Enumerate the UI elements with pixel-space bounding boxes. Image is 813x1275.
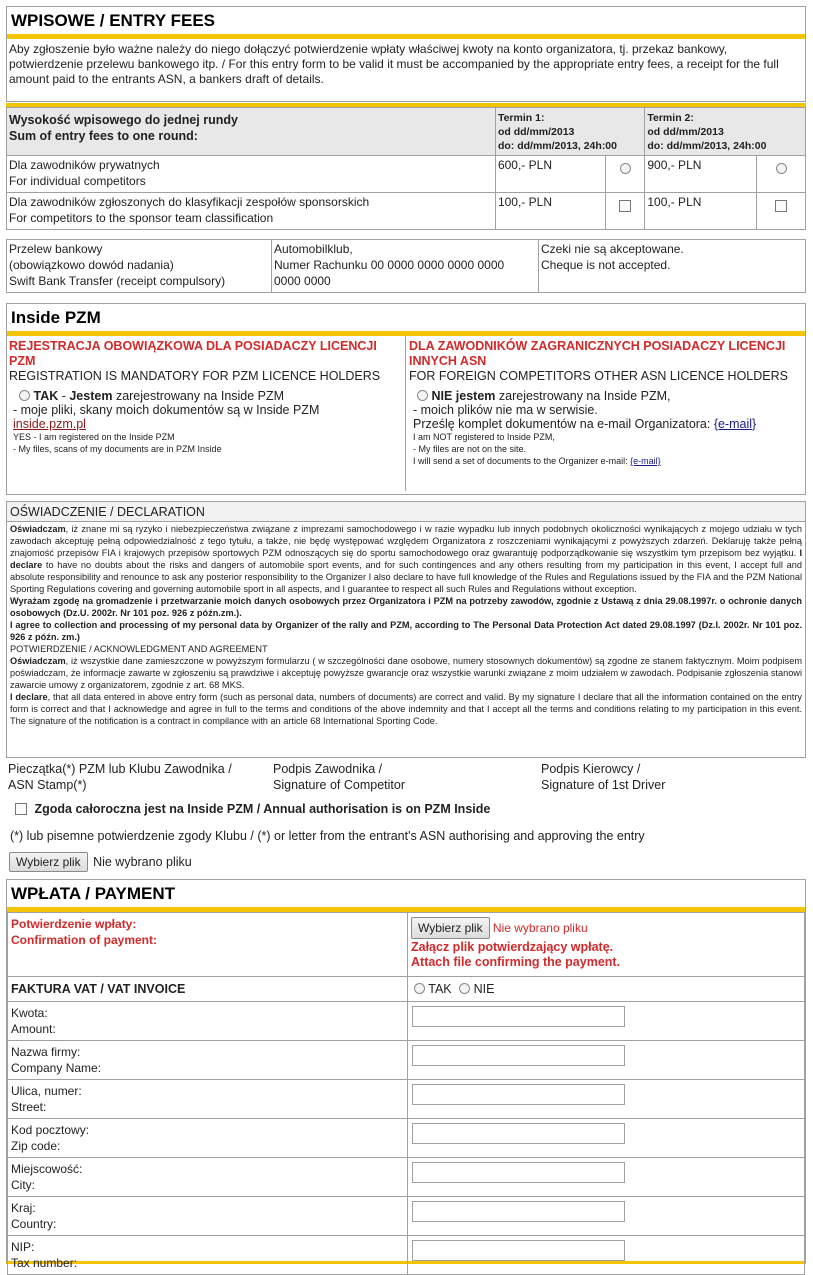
inside-pzm-title: Inside PZM	[11, 308, 101, 327]
entry-fees-intro: Aby zgłoszenie było ważne należy do niego dołączyć potwierdzenie wpłaty właściwej kwoty na konto organizatora, tj. przekaz bankowy, potwierdzenie przelewu bankowego itp. / For this entry form to be valid it must be accompanied by the appropriate entry fees, a receipt for the full amount paid to the entrants ASN, a bankers draft of details.	[9, 42, 779, 86]
declaration-title: OŚWIADCZENIE / DECLARATION	[7, 502, 805, 522]
signatures-row	[8, 761, 806, 795]
competitor-signature-label: Podpis Zawodnika / Signature of Competitor	[273, 762, 406, 792]
fee-radio-term2[interactable]	[757, 156, 806, 193]
bank-transfer-table	[6, 239, 806, 293]
pzm-mandatory-heading: REJESTRACJA OBOWIĄZKOWA DLA POSIADACZY LICENCJI PZM	[9, 339, 377, 368]
fee-checkbox-term2[interactable]	[757, 193, 806, 230]
attach-note-en: Attach file confirming the payment.	[411, 955, 621, 969]
bank-transfer-label: Przelew bankowy (obowiązkowo dowód nadania) Swift Bank Transfer (receipt compulsory)	[7, 240, 272, 293]
stamp-file-upload	[9, 852, 192, 872]
no-file-label: Nie wybrano pliku	[492, 921, 588, 935]
choose-file-button[interactable]: Wybierz plik	[9, 852, 88, 872]
entry-fees-section	[6, 6, 806, 102]
amount-label: Kwota: Amount:	[8, 1002, 408, 1041]
checkbox-icon[interactable]	[619, 200, 631, 212]
street-input[interactable]	[412, 1084, 625, 1105]
inside-pzm-section	[6, 303, 806, 495]
pzm-mandatory-sub: REGISTRATION IS MANDATORY FOR PZM LICENCE HOLDERS	[9, 369, 381, 383]
fees-table	[6, 107, 806, 230]
not-registered-en-2: - My files are not on the site.	[413, 444, 527, 454]
country-input[interactable]	[412, 1201, 625, 1222]
radio-icon[interactable]	[459, 983, 470, 994]
send-documents-note: Prześlę komplet dokumentów na e-mail Organizatora: {e-mail}	[413, 417, 757, 431]
tax-number-label: NIP: Tax number:	[8, 1236, 408, 1275]
radio-icon[interactable]	[19, 390, 30, 401]
registered-en-1: YES - I am registered on the Inside PZM	[13, 432, 175, 442]
street-label: Ulica, numer: Street:	[8, 1080, 408, 1119]
city-label: Miejscowość: City:	[8, 1158, 408, 1197]
choose-file-button[interactable]: Wybierz plik	[411, 917, 490, 939]
attach-note-pl: Załącz plik potwierdzający wpłatę.	[411, 940, 614, 954]
checkbox-icon[interactable]	[15, 803, 27, 815]
foreign-holders-column	[406, 336, 805, 491]
annual-authorisation-option[interactable]: Zgoda całoroczna jest na Inside PZM / Annual authorisation is on PZM Inside	[15, 802, 490, 816]
zip-code-label: Kod pocztowy: Zip code:	[8, 1119, 408, 1158]
fee-checkbox-term1[interactable]	[605, 193, 645, 230]
inside-pzm-link[interactable]: inside.pzm.pl	[13, 417, 86, 431]
fee-row-label: Dla zawodników zgłoszonych do klasyfikacji zespołów sponsorskich For competitors to the sponsor team classification	[7, 193, 496, 230]
fee-value: 900,- PLN	[645, 156, 757, 193]
radio-icon[interactable]	[620, 163, 631, 174]
not-registered-option[interactable]: NIE jestem zarejestrowany na Inside PZM,	[409, 389, 802, 403]
declaration-text: Oświadczam, iż znane mi są ryzyko i niebezpieczeństwa związane z imprezami samochodowego i w razie wypadku lub innych podobnych okoliczności wynikających z mojego udziału w tych zawodach akceptuję pełną odpowiedzialność z tego tytułu, a także, nie będę występować względem Organizatora z roszczeniami wynikającymi z powyższych zdarzeń. Deklaruję także pełną znajomość przepisów FIA i krajowych przepisów sportowych PZM odnoszących się do sportu samochodowego oraz gwarantuję podporządkowanie się wszystkim tym przepisom bez wyjątku. I declare to have no doubts about the risks and dangers of automobile sport events, and for such contingences and any others resulting from my participation in this event, I accept full and absolute responsibility and renounce to ask any posterior responsibility to the Organizer I also declare to have full knowledge of the Rules and Regulations issued by the FIA and the PZM National Sporting Regulations covering and governing automobile sport in all aspects, and I guarantee to respect all such Rules and Regulations without exception. Wyrażam zgodę na gromadzenie i przetwarzanie moich danych osobowych przez Organizatora i PZM na potrzeby zawodów, zgodnie z Ustawą z dnia 29.08.1997r. o ochronie danych osobowych (Dz.U. 2002r. Nr 101 poz. 926 z późn.zm.). I agree to collection and processing of my personal data by Organizer of the rally and PZM, according to The Personal Data Protection Act dated 29.08.1997 (Dz.I. 2002r. Nr 101 poz. 926 z późn. zm.) POTWIERDZENIE / ACKNOWLEDGMENT AND AGREEMENT Oświadczam, iż wszystkie dane zamieszczone w powyższym formularzu ( w szczególności dane osobowe, numery stosownych dokumentów) są zgodne ze stanem faktycznym. Moim podpisem poświadczam, że informacje zawarte w zgłoszeniu są prawdziwe i akceptuję powyższe gwarancje oraz wszystkie warunki związane z moim udziałem w zawodach. Podpisanie zgłoszenia stanowi zawarcie umowy z organizatorem, zgodnie z art. 68 MKS. I declare, that all data entered in above entry form (such as personal data, numbers of documents) are correct and valid. By my signature I declare that all the information contained on the entry form is correct and that I acknowledge and agree in full to the terms and conditions of the above indemnity and that I accept all the terms and conditions relating to my participation in this event. The signature of the notification is a contract in compilance with an article 68 International Sporting Code.	[10, 524, 802, 726]
term1-header: Termin 1: od dd/mm/2013 do: dd/mm/2013, 24h:00	[495, 108, 644, 156]
tax-number-input[interactable]	[412, 1240, 625, 1261]
payment-confirm-upload	[408, 913, 805, 977]
vat-yes-label: TAK	[428, 982, 452, 996]
cheque-note: Czeki nie są akceptowane. Cheque is not accepted.	[539, 240, 806, 293]
payment-section	[6, 879, 806, 1270]
bank-account: Automobilklub, Numer Rachunku 00 0000 0000 0000 0000 0000 0000	[272, 240, 539, 293]
fee-radio-term1[interactable]	[605, 156, 645, 193]
vat-invoice-label: FAKTURA VAT / VAT INVOICE	[8, 977, 408, 1002]
registered-files-note: - moje pliki, skany moich dokumentów są w Inside PZM	[13, 403, 320, 417]
foreign-sub: FOR FOREIGN COMPETITORS OTHER ASN LICENCE HOLDERS	[409, 369, 788, 383]
payment-confirm-label: Potwierdzenie wpłaty: Confirmation of payment:	[8, 913, 408, 977]
driver-signature-label: Podpis Kierowcy / Signature of 1st Driver	[541, 762, 666, 792]
foreign-heading: DLA ZAWODNIKÓW ZAGRANICZNYCH POSIADACZY LICENCJI INNYCH ASN	[409, 339, 786, 368]
email-link-small[interactable]: {e-mail}	[630, 456, 661, 466]
payment-title: WPŁATA / PAYMENT	[11, 884, 176, 903]
not-registered-note: - moich plików nie ma w serwisie.	[413, 403, 598, 417]
fees-header-left: Wysokość wpisowego do jednej rundy Sum of entry fees to one round:	[7, 108, 496, 156]
not-registered-en-3: I will send a set of documents to the Organizer e-mail: {e-mail}	[413, 456, 661, 466]
pzm-holders-column	[7, 336, 406, 491]
footnote: (*) lub pisemne potwierdzenie zgody Klubu / (*) or letter from the entrant's ASN authorising and approving the entry	[10, 829, 645, 843]
company-name-input[interactable]	[412, 1045, 625, 1066]
term2-header: Termin 2: od dd/mm/2013 do: dd/mm/2013, 24h:00	[645, 108, 806, 156]
amount-input[interactable]	[412, 1006, 625, 1027]
email-link[interactable]: {e-mail}	[713, 417, 757, 431]
company-name-label: Nazwa firmy: Company Name:	[8, 1041, 408, 1080]
declaration-section	[6, 501, 806, 758]
fee-value: 100,- PLN	[495, 193, 605, 230]
radio-icon[interactable]	[414, 983, 425, 994]
checkbox-icon[interactable]	[775, 200, 787, 212]
entry-fees-title: WPISOWE / ENTRY FEES	[11, 11, 216, 30]
country-label: Kraj: Country:	[8, 1197, 408, 1236]
fee-row-label: Dla zawodników prywatnych For individual competitors	[7, 156, 496, 193]
registered-en-2: - My files, scans of my documents are in PZM Inside	[13, 444, 222, 454]
fee-value: 100,- PLN	[645, 193, 757, 230]
fee-value: 600,- PLN	[495, 156, 605, 193]
registered-option[interactable]: TAK - Jestem zarejestrowany na Inside PZM	[9, 389, 403, 403]
vat-invoice-options	[408, 977, 805, 1002]
no-file-label: Nie wybrano pliku	[93, 855, 192, 869]
vat-no-label: NIE	[473, 982, 495, 996]
city-input[interactable]	[412, 1162, 625, 1183]
zip-code-input[interactable]	[412, 1123, 625, 1144]
stamp-label: Pieczątka(*) PZM lub Klubu Zawodnika / ASN Stamp(*)	[8, 762, 232, 792]
radio-icon[interactable]	[776, 163, 787, 174]
not-registered-en-1: I am NOT registered to Inside PZM,	[413, 432, 555, 442]
radio-icon[interactable]	[417, 390, 428, 401]
